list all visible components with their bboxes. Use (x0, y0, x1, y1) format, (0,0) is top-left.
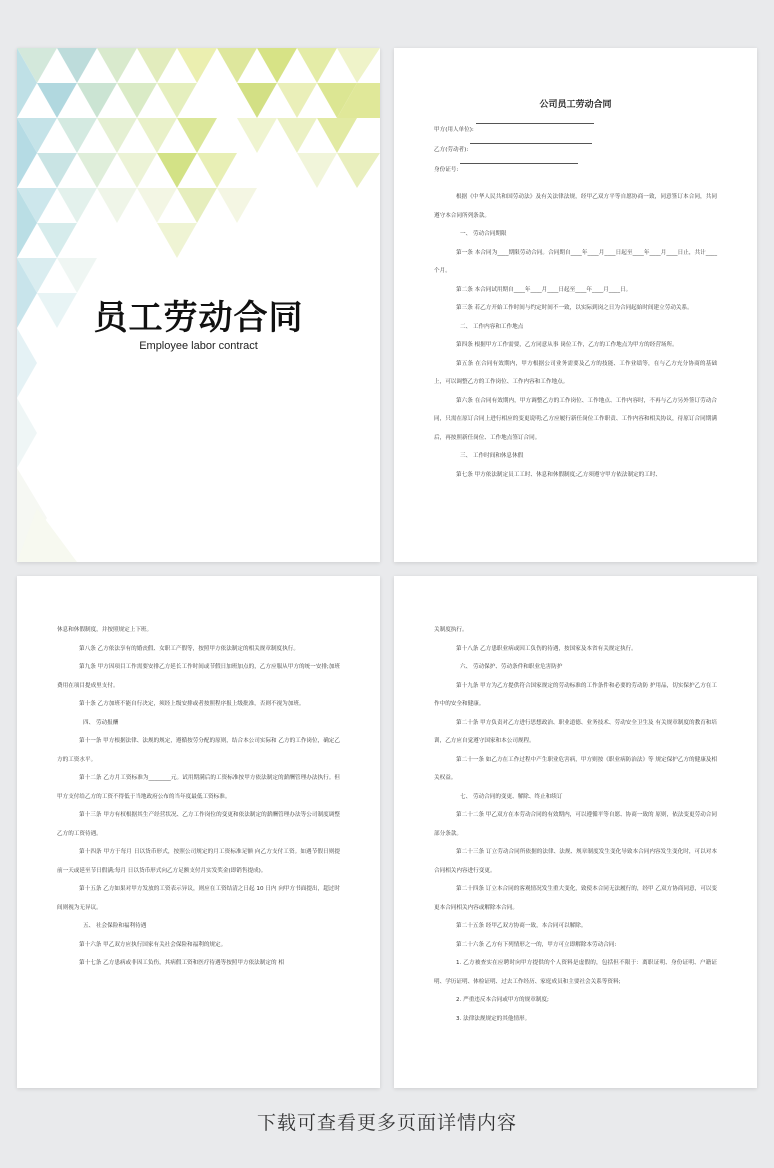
clause-paragraph: 第十三条 甲方有权根据其生产经营状况、乙方工作岗位的变更和依法制定的薪酬管理办法等公司制度调整乙方的工资待遇。 (57, 812, 340, 837)
document-page-2 (17, 576, 380, 1088)
id-number-field (434, 160, 717, 180)
document-title: 公司员工劳动合同 (539, 100, 612, 110)
clause-paragraph: 第十二条 乙方月工资标准为________元。试用期满后的工资标准按甲方依法制定的薪酬管理办法执行。但甲方支付给乙方的工资不得低于当地政府公布的当年度最低工资标准。 (57, 775, 340, 800)
page-2-content (57, 576, 340, 973)
section-heading: 四、 劳动报酬 (83, 719, 119, 726)
clause-paragraph: 3. 法律法规规定的其他情形。 (456, 1015, 531, 1022)
clause-paragraph: 第二十二条 甲乙双方在本劳动合同的有效期内，可以遵循平等自愿、协商一致的 原则，依法变更劳动合同部分条款。 (434, 812, 717, 837)
cover-title: 员工劳动合同 (93, 298, 304, 338)
clause-paragraph: 第十一条 甲方根据法律、法规的规定，遵循按劳分配的原则，结合本公司实际和 乙方的工作岗位，确定乙方的工资水平。 (57, 738, 340, 763)
clause-paragraph: 第七条 甲方依法制定员工工时、休息和休假制度;乙方须遵守甲方依法制定的工时、 (456, 471, 662, 478)
clause-paragraph: 1. 乙方被查实在应聘时向甲方提供的个人资料是虚假的，包括但不限于：离职证明、身份证明、户籍证明、学历证明、体检证明、过去工作经历、家庭成员和主要社会关系等资料; (434, 960, 717, 985)
clause-paragraph: 第二十四条 订立本合同的客观情况发生重大变化，致使本合同无法履行的，经甲 乙双方协商同意，可以变更本合同相关内容或解除本合同。 (434, 886, 717, 911)
document-page-3 (394, 576, 757, 1088)
party-b-field (434, 140, 717, 160)
page-1-content (434, 48, 717, 484)
clause-paragraph: 第二十一条 如乙方在工作过程中产生职业危害病，甲方则按《职业病防治法》等 规定保护乙方的健康及相关权益。 (434, 756, 717, 781)
clause-paragraph: 第三条 若乙方开始工作时间与约定时间不一致，以实际到岗之日为合同起始时间建立劳动关系。 (456, 305, 693, 311)
blank-line (460, 162, 578, 164)
field-label: 乙方(劳动者): (434, 147, 469, 153)
section-heading: 七、 劳动合同的变更、解除、终止和续订 (460, 793, 563, 800)
clause-paragraph: 第二十条 甲方负责对乙方进行思想政治、职业道德、业务技术、劳动安全卫生及 有关规章制度的教育和培训，乙方应自觉遵守国家和本公司规程。 (434, 719, 717, 744)
section-heading: 六、 劳动保护、劳动条件和职业危害防护 (460, 664, 563, 670)
clause-paragraph: 第二十六条 乙方有下列情形之一的，甲方可立即解除本劳动合同: (456, 941, 617, 948)
party-a-field (434, 120, 717, 140)
clause-paragraph: 休息和休假制度，并按照规定上下班。 (57, 627, 153, 633)
blank-line (470, 142, 592, 144)
clause-paragraph: 第十七条 乙方患病或非因工负伤，其病假工资和医疗待遇等按照甲方依法制定的 相 (79, 960, 284, 966)
clause-paragraph: 第十条 乙方加班不能自行决定，须经上级安排或者按照程序报上级批准，否则不视为加班。 (79, 701, 305, 707)
clause-paragraph: 第二条 本合同试用期自____年____月____日起至____年____月____日。 (456, 286, 632, 293)
download-more-prompt: 下载可查看更多页面详情内容 (256, 1112, 517, 1134)
section-heading: 三、 工作时间和休息休假 (460, 453, 524, 459)
blank-line (476, 122, 594, 124)
page-1-body (434, 188, 717, 484)
clause-paragraph: 第十八条 乙方患职业病或因工负伤的待遇，按国家及本省有关规定执行。 (456, 645, 637, 652)
cover-page (17, 48, 380, 562)
field-label: 身份证号: (434, 167, 459, 173)
page-2-body (57, 621, 340, 973)
page-3-body (434, 621, 717, 1028)
clause-paragraph: 第一条 本合同为____期限劳动合同。合同期自____年____月____日起至____年____月____日止，共计____个月。 (434, 249, 717, 274)
clause-paragraph: 第九条 甲方因项目工作需要安排乙方延长工作时间或节假日加班加点的，乙方应服从甲方的统一安排;加班费用在项目提成里支付。 (57, 664, 340, 689)
clause-paragraph: 第四条 根据甲方工作需要，乙方同意从事 岗位工作，乙方的工作地点为甲方的经营场所。 (456, 342, 678, 348)
clause-paragraph: 第二十三条 订立劳动合同所依据的法律、法规、规章制度发生变化导致本合同内容发生变化时，可以对本合同相关内容进行变更。 (434, 849, 717, 874)
cover-subtitle: Employee labor contract (139, 340, 258, 352)
section-heading: 二、 工作内容和工作地点 (460, 323, 524, 330)
clause-paragraph: 第六条 在合同有效期内，甲方调整乙方的工作岗位、工作地点、工作内容时，不再与乙方另外签订劳动合同，只需在原订合同上进行相应的变更说明;乙方应履行新任岗位工作职责、工作内容和相关协议，待原订合同期满后，再按照新任岗位、工作地点签订合同。 (434, 397, 717, 441)
clause-paragraph: 第十五条 乙方如果对甲方发放的工资表示异议，则应在工资结清之日起 10 日内 向甲方书面提出，超过时间则视为无异议。 (57, 886, 340, 911)
clause-paragraph: 第十九条 甲方为乙方提供符合国家规定的劳动标准的工作条件和必要的劳动防 护用品，切实保护乙方在工作中的安全和健康。 (434, 682, 717, 707)
section-heading: 五、 社会保险和福利待遇 (83, 923, 147, 929)
clause-paragraph: 关制度执行。 (434, 627, 468, 633)
clause-paragraph: 第八条 乙方依法享有的婚丧假、女职工产假等，按照甲方依法制定的相关规章制度执行。 (79, 645, 299, 652)
clause-paragraph: 根据《中华人民共和国劳动法》及有关法律法规，经甲乙双方平等自愿协商一致，同意签订本合同，共同遵守本合同所列条款。 (434, 194, 717, 219)
document-page-1 (394, 48, 757, 562)
clause-paragraph: 第五条 在合同有效期内，甲方根据公司业务需要及乙方的技能、工作业绩等，在与乙方充分协商的基础上，可以调整乙方的工作岗位、工作内容和工作地点。 (434, 360, 717, 385)
clause-paragraph: 第二十五条 经甲乙双方协商一致，本合同可以解除。 (456, 923, 587, 929)
clause-paragraph: 第十六条 甲乙双方应执行国家有关社会保险和福利的规定。 (79, 941, 227, 948)
clause-paragraph: 第十四条 甲方于每月 日以货币形式，按照公司规定的月工资标准足额 向乙方支付工资。如遇节假日则提前一天或延至节日假满;每月 日以货币形式向乙方足额支付月实发奖金(即销售提成)。 (57, 849, 340, 874)
clause-paragraph: 2. 严重违反本合同或甲方的规章制度; (456, 997, 549, 1003)
field-label: 甲方(用人单位): (434, 127, 474, 133)
section-heading: 一、 劳动合同期限 (460, 231, 507, 237)
page-3-content (434, 576, 717, 1028)
